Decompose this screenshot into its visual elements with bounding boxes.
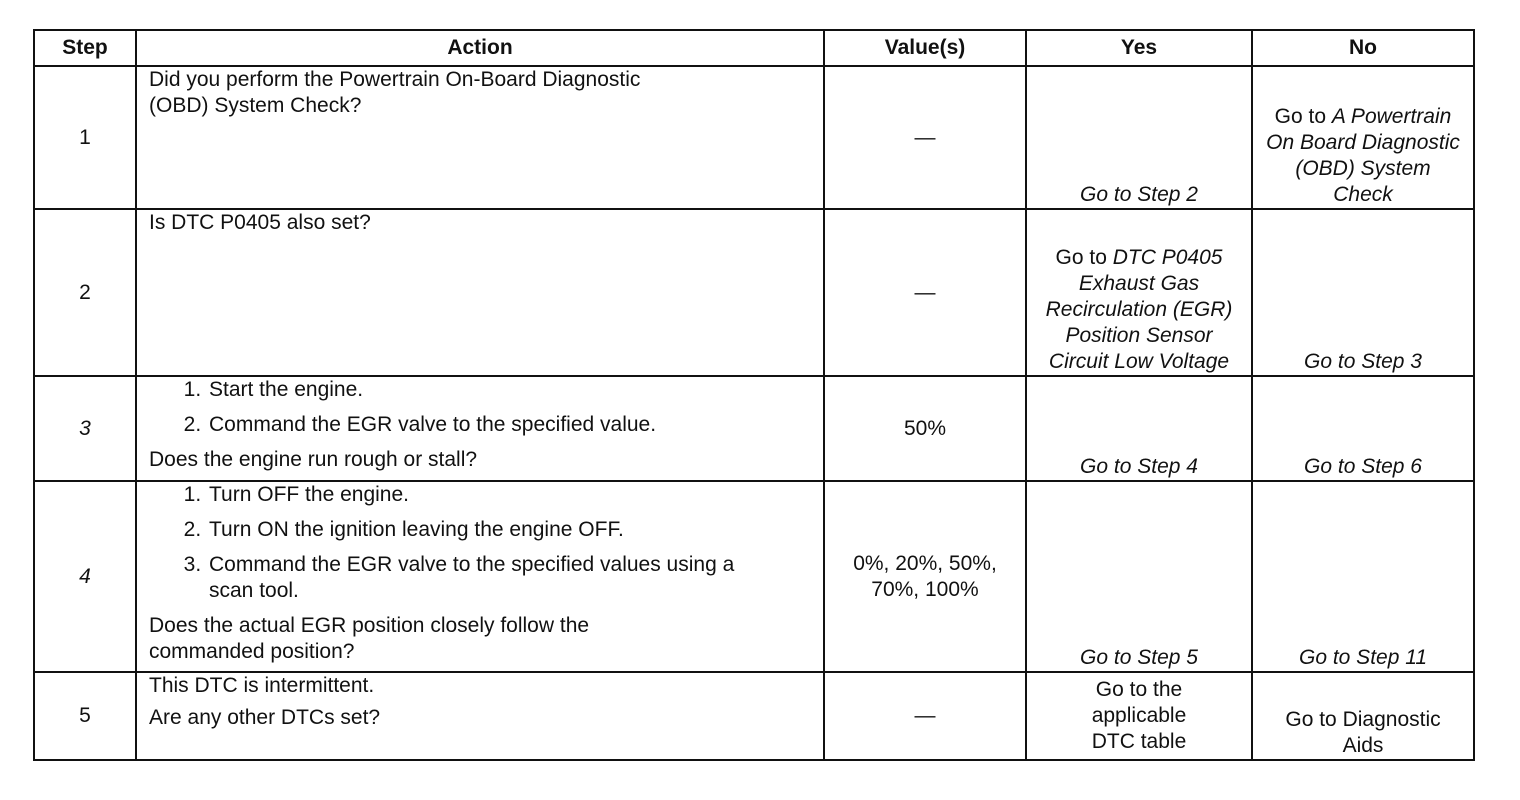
table-row <box>34 481 1474 672</box>
action-question: Does the engine run rough or stall? <box>149 448 478 471</box>
no-link[interactable]: Go to Diagnostic Aids <box>1285 708 1441 757</box>
header-no: No <box>1252 30 1474 66</box>
no-link[interactable]: Go to Step 11 <box>1298 646 1428 669</box>
header-step: Step <box>34 30 136 66</box>
action-step: 3. Command the EGR valve to the specified values using a scan tool. <box>207 552 769 604</box>
diagnostic-table <box>33 29 1475 761</box>
yes-link[interactable]: Go to the applicable DTC table <box>1091 678 1187 753</box>
action-question: Does the actual EGR position closely follow the commanded position? <box>149 614 590 663</box>
table-row <box>34 66 1474 209</box>
value-cell: 50% <box>824 376 1026 481</box>
step-number: 3 <box>34 376 136 481</box>
yes-link[interactable]: Go to Step 5 <box>1080 646 1198 669</box>
step-number: 2 <box>34 209 136 376</box>
value-cell: — <box>824 209 1026 376</box>
header-action: Action <box>136 30 824 66</box>
action-cell <box>136 209 824 376</box>
action-step: 2. Turn ON the ignition leaving the engine OFF. <box>207 517 811 543</box>
no-cell[interactable] <box>1252 672 1474 760</box>
action-cell <box>136 672 824 760</box>
no-cell[interactable] <box>1252 481 1474 672</box>
step-number: 5 <box>34 672 136 760</box>
step-number: 1 <box>34 66 136 209</box>
action-cell <box>136 481 824 672</box>
action-cell <box>136 376 824 481</box>
yes-cell[interactable] <box>1026 66 1252 209</box>
yes-cell[interactable] <box>1026 481 1252 672</box>
table-row <box>34 376 1474 481</box>
action-steps <box>149 377 811 438</box>
action-step: 1. Turn OFF the engine. <box>207 482 811 508</box>
header-values: Value(s) <box>824 30 1026 66</box>
action-question: Are any other DTCs set? <box>149 706 381 729</box>
no-prefix: Go to <box>1274 105 1332 128</box>
no-link[interactable]: A Powertrain On Board Diagnostic (OBD) System Check <box>1266 105 1460 206</box>
table-row <box>34 209 1474 376</box>
action-question: Is DTC P0405 also set? <box>149 211 371 234</box>
no-link[interactable]: Go to Step 6 <box>1304 455 1422 478</box>
yes-cell[interactable] <box>1026 209 1252 376</box>
yes-cell[interactable] <box>1026 672 1252 760</box>
action-step: 2. Command the EGR valve to the specified value. <box>207 412 811 438</box>
yes-prefix: Go to <box>1055 246 1113 269</box>
header-yes: Yes <box>1026 30 1252 66</box>
no-link[interactable]: Go to Step 3 <box>1304 350 1422 373</box>
no-cell[interactable] <box>1252 376 1474 481</box>
action-step: 1. Start the engine. <box>207 377 811 403</box>
value-cell: — <box>824 672 1026 760</box>
yes-cell[interactable] <box>1026 376 1252 481</box>
yes-link[interactable]: DTC P0405 Exhaust Gas Recirculation (EGR) Position Sensor Circuit Low Voltage <box>1045 246 1233 373</box>
no-cell[interactable] <box>1252 66 1474 209</box>
action-steps <box>149 482 811 604</box>
action-line: This DTC is intermittent. <box>149 674 375 697</box>
value-cell: — <box>824 66 1026 209</box>
yes-link[interactable]: Go to Step 2 <box>1080 183 1198 206</box>
header-row <box>34 30 1474 66</box>
action-cell <box>136 66 824 209</box>
action-question: Did you perform the Powertrain On-Board Diagnostic (OBD) System Check? <box>149 68 641 117</box>
step-number: 4 <box>34 481 136 672</box>
table-row <box>34 672 1474 760</box>
yes-link[interactable]: Go to Step 4 <box>1080 455 1198 478</box>
value-cell: 0%, 20%, 50%, 70%, 100% <box>824 481 1026 672</box>
no-cell[interactable] <box>1252 209 1474 376</box>
